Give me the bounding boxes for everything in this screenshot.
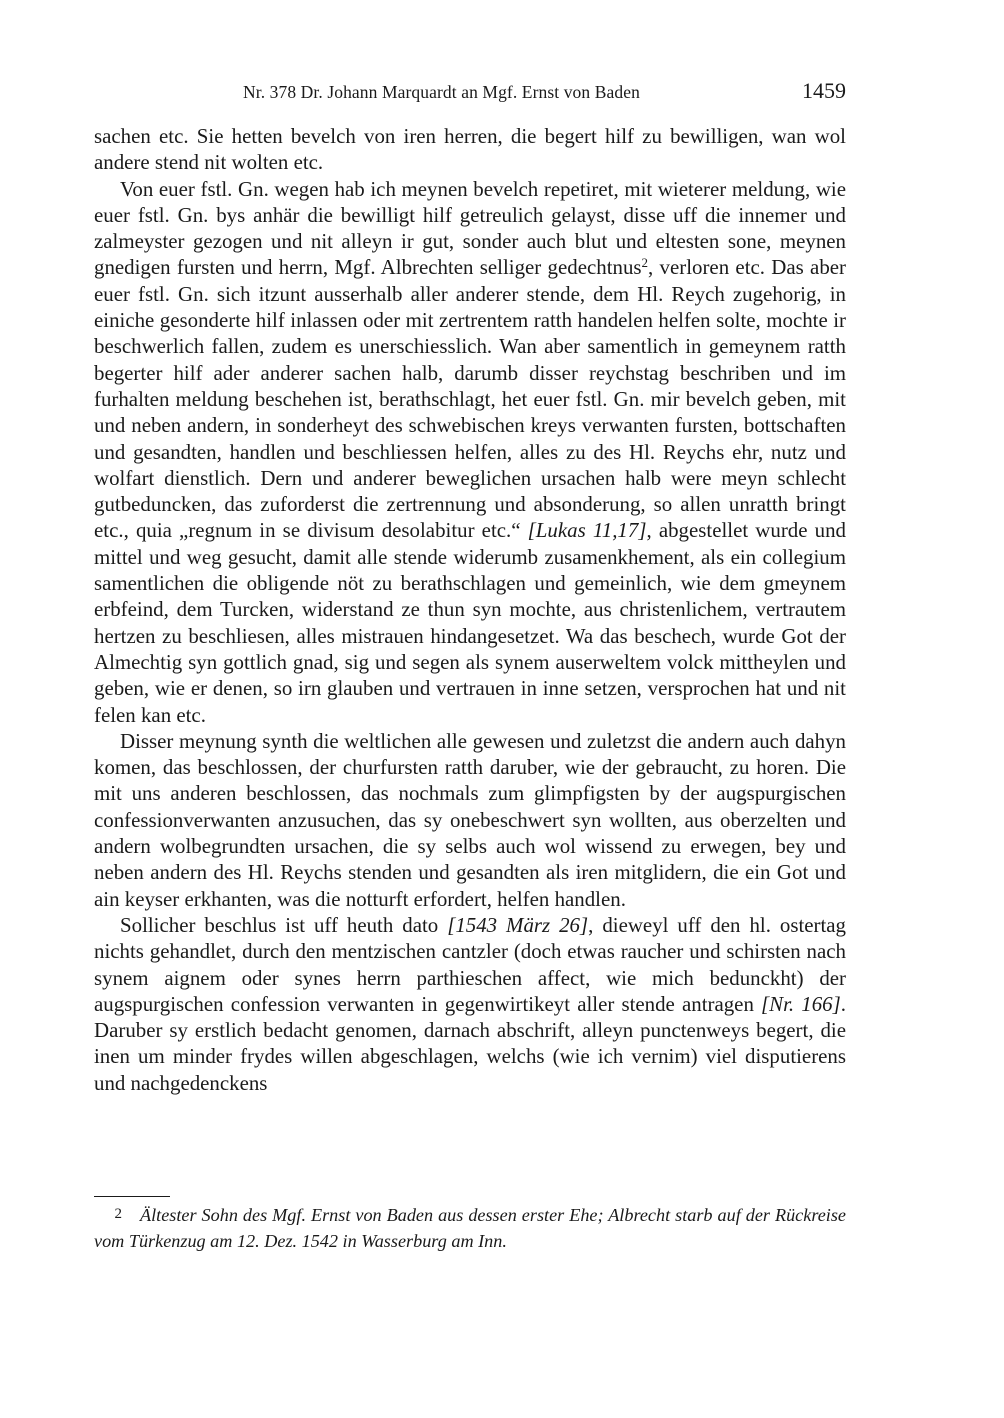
paragraph-2-part-a: Von euer fstl. Gn. wegen hab ich meynen bevelch repetiret, mit wieterer meldung, wie euer fstl. Gn. bys anhär die bewilligt hilf getreulich gelayst, disse uff die innemer und zalmeyster gezogen und nit alleyn ir gut, sonder auch blut und eltesten sone, meynen gnedigen fursten und herrn, Mgf. Albrechten selliger gedechtnus xyxy=(94,176,846,280)
paragraph-4-part-c: . Daruber sy erstlich bedacht genomen, darnach abschrift, alleyn punctenweys begert, die inen um minder frydes willen abgeschlagen, welchs (wie ich vernim) viel disputierens und nachgedenckens xyxy=(94,991,846,1095)
page-number: 1459 xyxy=(802,78,846,103)
footnote xyxy=(94,1204,846,1253)
paragraph-4 xyxy=(94,912,846,1096)
paragraph-4-part-a: Sollicher beschlus ist uff heuth dato xyxy=(120,912,448,937)
footnote-number: 2 xyxy=(114,1206,122,1222)
paragraph-2-part-c: , abgestellet wurde und mittel und weg gesucht, damit alle stende widerumb zusamenkhement, als ein collegium samentlichen die obligende nöt zu berathschlagen und gemeinlich, wie dem gmeynem erbfeind, dem Turcken, widerstand ze thun syn mochte, aus christenlichem, vertrautem hertzen zu beschliesen, alles mistrauen hindangesetzet. Wa das beschech, wurde Got der Almechtig syn gottlich gnad, sig und segen als synem auserweltem volck mittheylen und geben, wie er denen, so irn glauben und vertrauen in inne setzen, versprochen hat und nit felen kan etc. xyxy=(94,518,846,727)
footnote-reference[interactable]: 2 xyxy=(641,255,649,271)
date-annotation: [1543 März 26] xyxy=(447,912,589,937)
footnote-divider xyxy=(94,1196,170,1197)
paragraph-1: sachen etc. Sie hetten bevelch von iren herren, die begert hilf zu bewilligen, wan wol andere stend nit wolten etc. xyxy=(94,124,846,175)
footnote-text: Ältester Sohn des Mgf. Ernst von Baden aus dessen erster Ehe; Albrecht starb auf der Rückreise vom Türkenzug am 12. Dez. 1542 in Wasserburg am Inn. xyxy=(94,1205,846,1251)
document-reference: [Nr. 166] xyxy=(761,991,841,1016)
main-text xyxy=(94,123,846,1096)
running-head: Nr. 378 Dr. Johann Marquardt an Mgf. Ernst von Baden xyxy=(243,82,640,102)
paragraph-4-part-b: , dieweyl uff den hl. ostertag nichts gehandlet, durch den mentzischen cantzler (doch etwas raucher und schirsten nach synem aignem oder synes herrn parthieschen affect, wie mich bedunckht) der augspurgischen confession verwanten in gegenwirtikeyt aller stende antragen xyxy=(94,912,847,1016)
paragraph-3: Disser meynung synth die weltlichen alle gewesen und zuletzst die andern auch dahyn komen, das beschlossen, der churfursten ratth daruber, wie der gebraucht, zu horen. Die mit uns anderen beschlossen, das nochmals zum glimpfigsten by der augspurgischen confessionverwanten anzusuchen, das sy onebeschwert syn wollten, aus oberzelten und andern wolbegrundten ursachen, die sy selbs auch wol wissend zu erwegen, bey und neben andern des Hl. Reychs stenden und gesandten als iren mitglidern, die ein Got und ain keyser erkhanten, was die notturft erfordert, helfen handlen. xyxy=(94,728,846,911)
paragraph-2-part-b: , verloren etc. Das aber euer fstl. Gn. sich itzunt ausserhalb aller anderer stende, dem Hl. Reych zugehorig, in einiche gesonderte hilf inlassen oder mit zertrentem ratth handelen helfen solte, mochte ir beschwerlich fallen, zudem es unerschiesslich. Wan aber samentlich in gemeynem ratth begerter hilf ader anderer sachen halb, darumb disser reychstag beschriben und im furhalten meldung beschehen ist, berathschlagt, het euer fstl. Gn. mir bevelch geben, mit und neben andern, in sonderheyt des schwebischen kreys verwanten fursten, bottschaften und gesandten, handlen und beschliessen helfen, alles zu des Hl. Reychs ehr, nutz und wolfart dienstlich. Dern und anderer beweglichen ursachen halb were meyn schlecht gutbeduncken, das zuforderst die zertrennung und absonderung, so allen unratth bringt etc., quia „regnum in se divisum desolabitur etc.“ xyxy=(94,255,846,543)
paragraph-2 xyxy=(94,176,846,728)
page-header xyxy=(94,78,846,108)
bible-reference: [Lukas 11,17] xyxy=(527,518,647,543)
